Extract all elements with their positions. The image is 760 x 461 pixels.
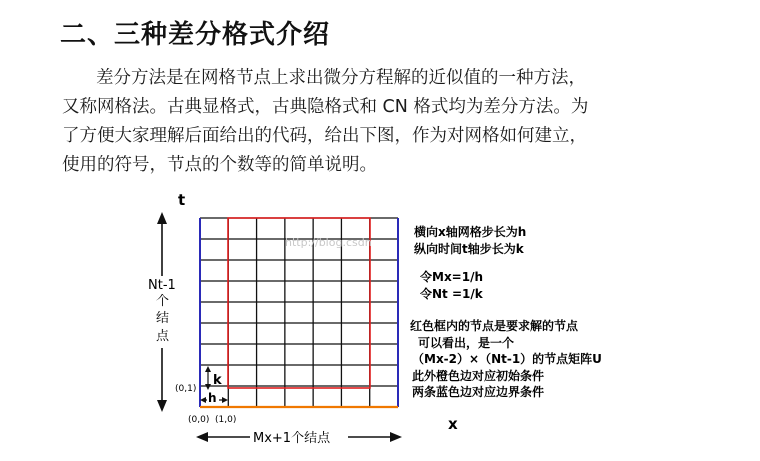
paragraph-line: 了方便大家理解后面给出的代码，给出下图，作为对网格如何建立， <box>62 126 587 146</box>
paragraph-line: 使用的符号，节点的个数等的简单说明。 <box>62 155 377 175</box>
vertical-count-label: 点 <box>156 329 170 344</box>
vertical-count-label: 结 <box>156 311 170 326</box>
watermark: http://blog.csdn <box>285 236 372 249</box>
t-axis-label: t <box>178 191 186 209</box>
x-axis-label: x <box>448 415 458 433</box>
note-line: 令Mx=1/h <box>420 270 484 284</box>
note-line: 两条蓝色边对应边界条件 <box>412 385 545 399</box>
vertical-count-label: Nt-1 <box>148 278 176 293</box>
horizontal-count-label: Mx+1个结点 <box>253 431 331 446</box>
arrow-left-icon <box>196 432 208 442</box>
arrow-right-icon <box>390 432 402 442</box>
note-line: 纵向时间t轴步长为k <box>414 242 524 256</box>
arrow-down-icon <box>157 400 167 412</box>
k-step-label: k <box>213 373 222 388</box>
section-heading: 二、三种差分格式介绍 <box>60 20 331 50</box>
note-line: 此外橙色边对应初始条件 <box>412 369 545 383</box>
vertical-count-label: 个 <box>156 294 170 309</box>
point-1-0-label: (1,0) <box>215 415 237 425</box>
note-line: （Mx-2）×（Nt-1）的节点矩阵U <box>412 352 602 366</box>
paragraph-line: 又称网格法。古典显格式，古典隐格式和 CN 格式均为差分方法。为 <box>62 97 589 117</box>
paragraph-line: 差分方法是在网格节点上求出微分方程解的近似值的一种方法， <box>96 68 586 88</box>
note-line: 可以看出，是一个 <box>418 336 515 350</box>
point-0-0-label: (0,0) <box>188 415 210 425</box>
note-line: 横向x轴网格步长为h <box>414 225 527 239</box>
arrow-up-icon <box>157 212 167 224</box>
note-line: 令Nt =1/k <box>420 287 483 301</box>
note-line: 红色框内的节点是要求解的节点 <box>410 319 579 333</box>
point-0-1-label: (0,1) <box>175 384 197 394</box>
h-step-label: h <box>208 391 217 405</box>
